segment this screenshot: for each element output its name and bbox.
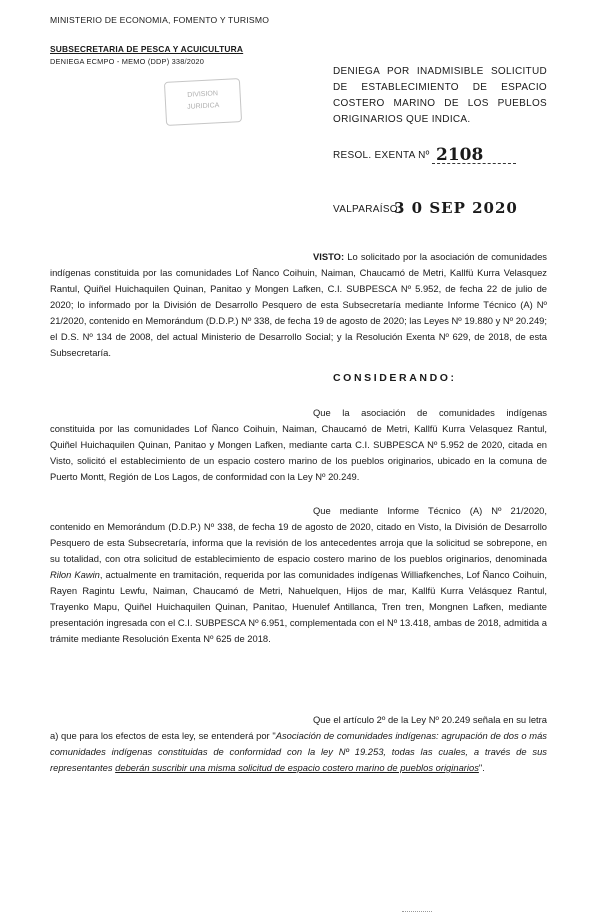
considerando-1-text: Que la asociación de comunidades indígenas constituida por las comunidades Lof Ñanco Coihuin, Naiman, Chaucamó de Metri, Kallfü Kurra Velasquez Rantul, Quiñel Huichaquilen Quinan, Panitao y Mongen Lafken, mediante carta C.I. SUBPESCA Nº 5.952 de 2020, citada en Visto, solicitó el establecimiento de un espacio costero marino de los pueblos originarios, ubicado en la comuna de Puerto Montt, Región de Los Lagos, de conformidad con la Ley Nº 20.249.	[50, 407, 547, 482]
ministry-name: MINISTERIO DE ECONOMIA, FOMENTO Y TURISMO	[50, 15, 270, 25]
considerando-3-italic: Asociación de comunidades indígenas: agrupación de dos o más comunidades indígenas constituidas de conformidad con la ley Nº 19.253, todas las cuales, a través de sus representantes	[50, 730, 547, 773]
considerando-paragraph-1	[50, 405, 547, 485]
office-stamp	[164, 78, 242, 126]
place-label: VALPARAÍSO,	[333, 204, 401, 215]
considerando-2-text-b: , actualmente en tramitación, requerida por las comunidades indígenas Williafkenches, Lof Ñanco Coihuin, Rayen Ragintu Lewfu, Naiman, Chaucamó de Metri, Nahuelquen, Hijos de mar, Kallfü Kurra Velásquez Rantul, Trayenko Mapu, Quiñel Huichaquilen Quinan, Panitao, Huenulef Antillanca, Tren tren, Mongnen Lafken, mediante presentación ingresada con el C.I. SUBPESCA Nº 6.951, complementada con el Nº 13.418, ambas de 2018, admitida a trámite mediante Resolución Exenta Nº 625 de 2018.	[50, 569, 547, 644]
document-subject: DENIEGA POR INADMISIBLE SOLICITUD DE ESTABLECIMIENTO DE ESPACIO COSTERO MARINO DE LOS PUEBLOS ORIGINARIOS QUE INDICA.	[333, 66, 547, 125]
resolution-label: RESOL. EXENTA Nº	[333, 150, 430, 161]
considerando-paragraph-2	[50, 503, 547, 647]
subsecretaria-name: SUBSECRETARIA DE PESCA Y ACUICULTURA	[50, 44, 244, 54]
document-date: 3 0 SEP 2020	[394, 199, 518, 217]
considerando-paragraph-3	[50, 712, 547, 776]
footer-mark	[402, 910, 432, 912]
reference-code: DENIEGA ECMPO - MEMO (DDP) 338/2020	[50, 57, 205, 66]
considerando-3-text-b: ".	[478, 762, 485, 773]
resolution-number: 2108	[432, 147, 516, 164]
considerando-3-underlined: deberán suscribir una misma solicitud de espacio costero marino de pueblos originarios	[115, 762, 479, 773]
stamp-line-1: DIVISION	[187, 90, 219, 99]
visto-text: Lo solicitado por la asociación de comunidades indígenas constituida por las comunidades Lof Ñanco Coihuin, Naiman, Chaucamó de Metri, Kallfü Kurra Velasquez Rantul, Quiñel Huichaquilen Quinan, Panitao y Mongen Lafken, C.I. SUBPESCA Nº 5.952, de fecha 22 de julio de 2020; lo informado por la División de Desarrollo Pesquero de esta Subsecretaría mediante Informe Técnico (A) Nº 21/2020, contenido en Memorándum (D.D.P.) Nº 338, de fecha 19 de agosto de 2020; las Leyes Nº 19.880 y Nº 20.249; el D.S. Nº 134 de 2008, del actual Ministerio de Desarrollo Social; y la Resolución Exenta Nº 629, de 2018, de esta Subsecretaría.	[50, 251, 547, 358]
visto-paragraph	[50, 249, 547, 361]
considerando-2-italic: Rilon Kawin	[50, 569, 100, 580]
considerando-title: CONSIDERANDO:	[333, 372, 457, 384]
considerando-2-text-a: Que mediante Informe Técnico (A) Nº 21/2020, contenido en Memorándum (D.D.P.) Nº 338, de fecha 19 de agosto de 2020, citado en Visto, la División de Desarrollo Pesquero de esta Subsecretaría, informa que la revisión de los antecedentes arroja que la solicitud se sobrepone, en su totalidad, con otra solicitud de establecimiento de espacio costero marino de los pueblos originarios, denominada	[50, 505, 547, 564]
stamp-line-2: JURIDICA	[186, 102, 220, 111]
visto-label: VISTO:	[313, 251, 345, 262]
considerando-3-text-a: Que el artículo 2º de la Ley Nº 20.249 señala en su letra a) que para los efectos de esta ley, se entenderá por "	[50, 714, 547, 741]
